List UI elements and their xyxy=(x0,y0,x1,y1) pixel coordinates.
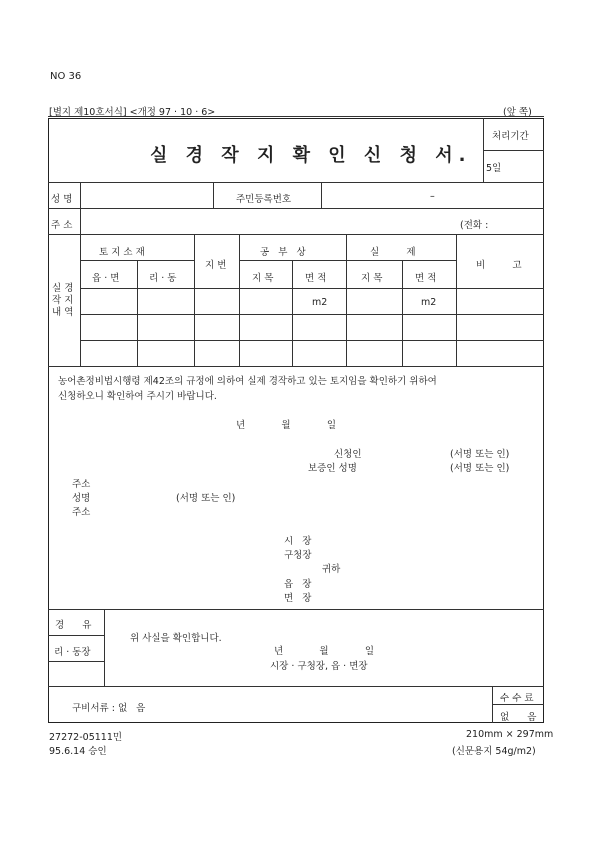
applicant-signature-label: 신청인 xyxy=(334,449,362,460)
guarantor-address-label: 주소 xyxy=(72,479,91,490)
confirm-statement: 위 사실을 확인합니다. xyxy=(130,633,222,644)
eup-myeon-header: 읍 · 면 xyxy=(92,273,120,284)
guarantor-name-label: 보증인 성명 xyxy=(308,463,357,474)
form-code: 27272-05111민 xyxy=(49,732,123,743)
approval-date: 95.6.14 승인 xyxy=(49,746,107,757)
confirm-signer: 시장 · 구청장, 읍 · 면장 xyxy=(270,661,368,672)
resident-id-label: 주민등록번호 xyxy=(236,194,292,205)
form-number: NO 36 xyxy=(50,71,82,82)
recipient-district-head: 구청장 xyxy=(284,550,312,561)
recipient-honorific: 귀하 xyxy=(322,564,341,575)
ri-dong-header: 리 · 동 xyxy=(149,273,177,284)
processing-label: 처리기간 xyxy=(492,131,529,142)
land-section-label: 실 경 작 지 내 역 xyxy=(52,283,74,318)
guarantor-address2-label: 주소 xyxy=(72,507,91,518)
paper-size: 210mm × 297mm xyxy=(466,729,554,740)
via-label: 경 유 xyxy=(55,620,92,631)
form-title: 실 경 작 지 확 인 신 청 서. xyxy=(150,145,472,166)
address-label: 주 소 xyxy=(51,220,73,231)
resident-id-dash: – xyxy=(430,191,435,202)
official-jimok-header: 지 목 xyxy=(252,273,274,284)
header-rule xyxy=(48,116,544,117)
official-area-header: 면 적 xyxy=(305,273,327,284)
guarantor-sign-or-seal: (서명 또는 인) xyxy=(450,463,510,474)
actual-area-unit: m2 xyxy=(421,297,437,308)
name-label: 성 명 xyxy=(51,194,73,205)
recipient-mayor: 시 장 xyxy=(284,536,312,547)
guarantor2-sign-or-seal: (서명 또는 인) xyxy=(176,493,236,504)
fee-label: 수 수 료 xyxy=(500,693,534,704)
phone-label: (전화 : xyxy=(460,220,489,231)
processing-value: 5일 xyxy=(486,163,502,174)
remarks-header: 비 고 xyxy=(476,260,522,271)
form-label: [별지 제10호서식] <개정 97 · 10 · 6> xyxy=(49,107,216,118)
actual-header: 실 제 xyxy=(370,247,416,258)
jibeon-header: 지 번 xyxy=(205,260,227,271)
ri-dong-head-label: 리 · 동장 xyxy=(54,647,91,658)
required-documents: 구비서류 : 없 음 xyxy=(72,703,146,714)
official-area-unit: m2 xyxy=(312,297,328,308)
applicant-sign-or-seal: (서명 또는 인) xyxy=(450,449,510,460)
side-label: (앞 쪽) xyxy=(503,107,532,118)
actual-jimok-header: 지 목 xyxy=(361,273,383,284)
application-date: 년 월 일 xyxy=(236,420,337,431)
paper-type: (신문용지 54g/m2) xyxy=(452,746,536,757)
land-location-header: 토 지 소 재 xyxy=(99,247,145,258)
actual-area-header: 면 적 xyxy=(415,273,437,284)
recipient-myeon-head: 면 장 xyxy=(284,593,312,604)
fee-value: 없 음 xyxy=(500,712,537,723)
official-header: 공 부 상 xyxy=(260,247,306,258)
statement: 농어촌정비법시행령 제42조의 규정에 의하여 실제 경작하고 있는 토지임을 확인하기 위하여 신청하오니 확인하여 주시기 바랍니다. xyxy=(58,376,437,402)
confirm-date: 년 월 일 xyxy=(274,646,375,657)
recipient-eup-head: 읍 장 xyxy=(284,579,312,590)
guarantor-name2-label: 성명 xyxy=(72,493,91,504)
